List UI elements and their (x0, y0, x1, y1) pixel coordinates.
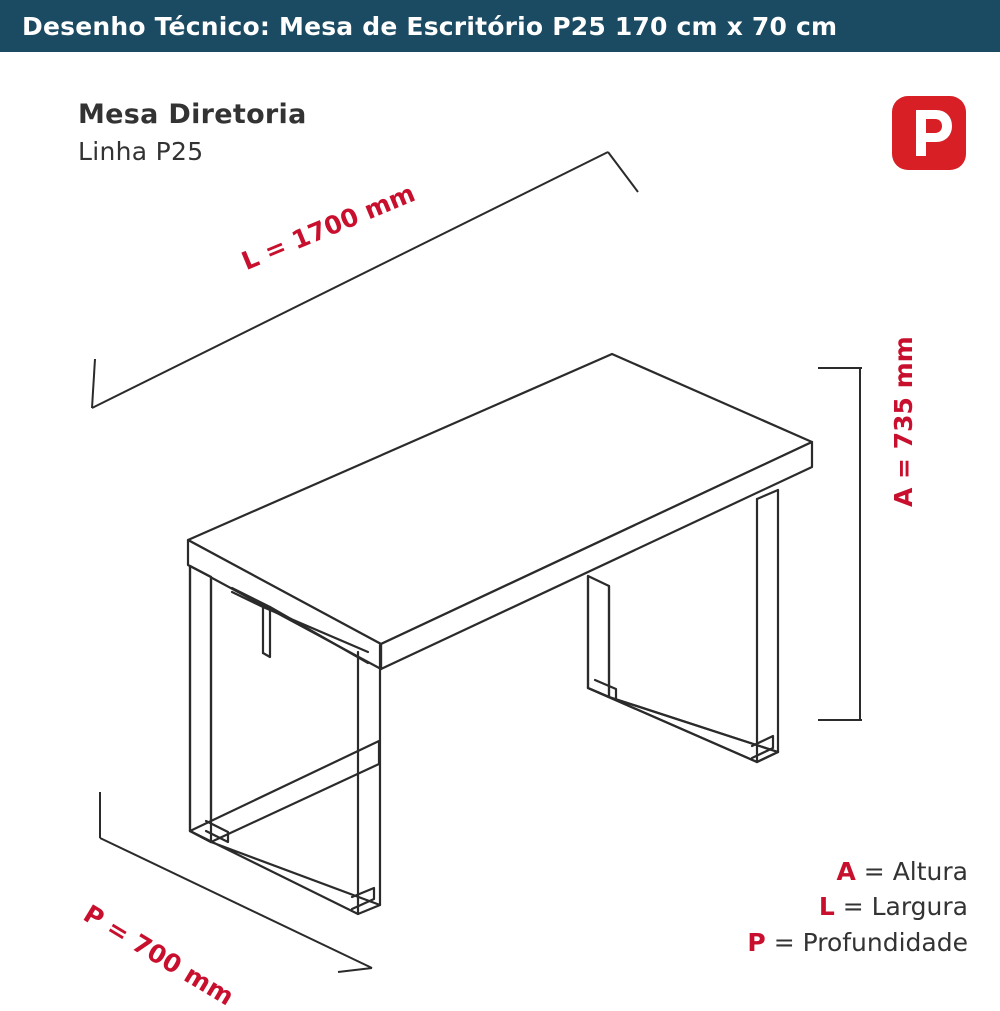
legend-key-a: A (836, 856, 856, 886)
legend-row-largura (747, 889, 968, 925)
legend (747, 854, 968, 961)
legend-key-p: P (747, 927, 766, 957)
product-name: Mesa Diretoria (78, 99, 307, 130)
page-title: Desenho Técnico: Mesa de Escritório P25 170 cm x 70 cm (22, 11, 838, 41)
legend-row-altura (747, 854, 968, 890)
legend-text-a: = Altura (855, 856, 968, 886)
dimension-label-height: A = 735 mm (889, 336, 918, 507)
dimension-label-width: L = 1700 mm (237, 178, 420, 276)
legend-text-l: = Largura (834, 892, 968, 921)
dim-width-tick-right (608, 152, 638, 192)
legend-row-profundidade (747, 925, 968, 961)
dim-width-line (92, 152, 608, 408)
desk-top (188, 354, 812, 669)
legend-key-l: L (818, 892, 835, 921)
legend-text-p: = Profundidade (765, 927, 968, 957)
dimension-label-depth: P = 700 mm (78, 899, 239, 1011)
product-line: Linha P25 (78, 136, 204, 166)
technical-drawing (0, 52, 1000, 1011)
dim-depth-tick-bottom (338, 968, 372, 972)
header-bar (0, 0, 1000, 52)
dim-width-tick-left (92, 359, 95, 408)
